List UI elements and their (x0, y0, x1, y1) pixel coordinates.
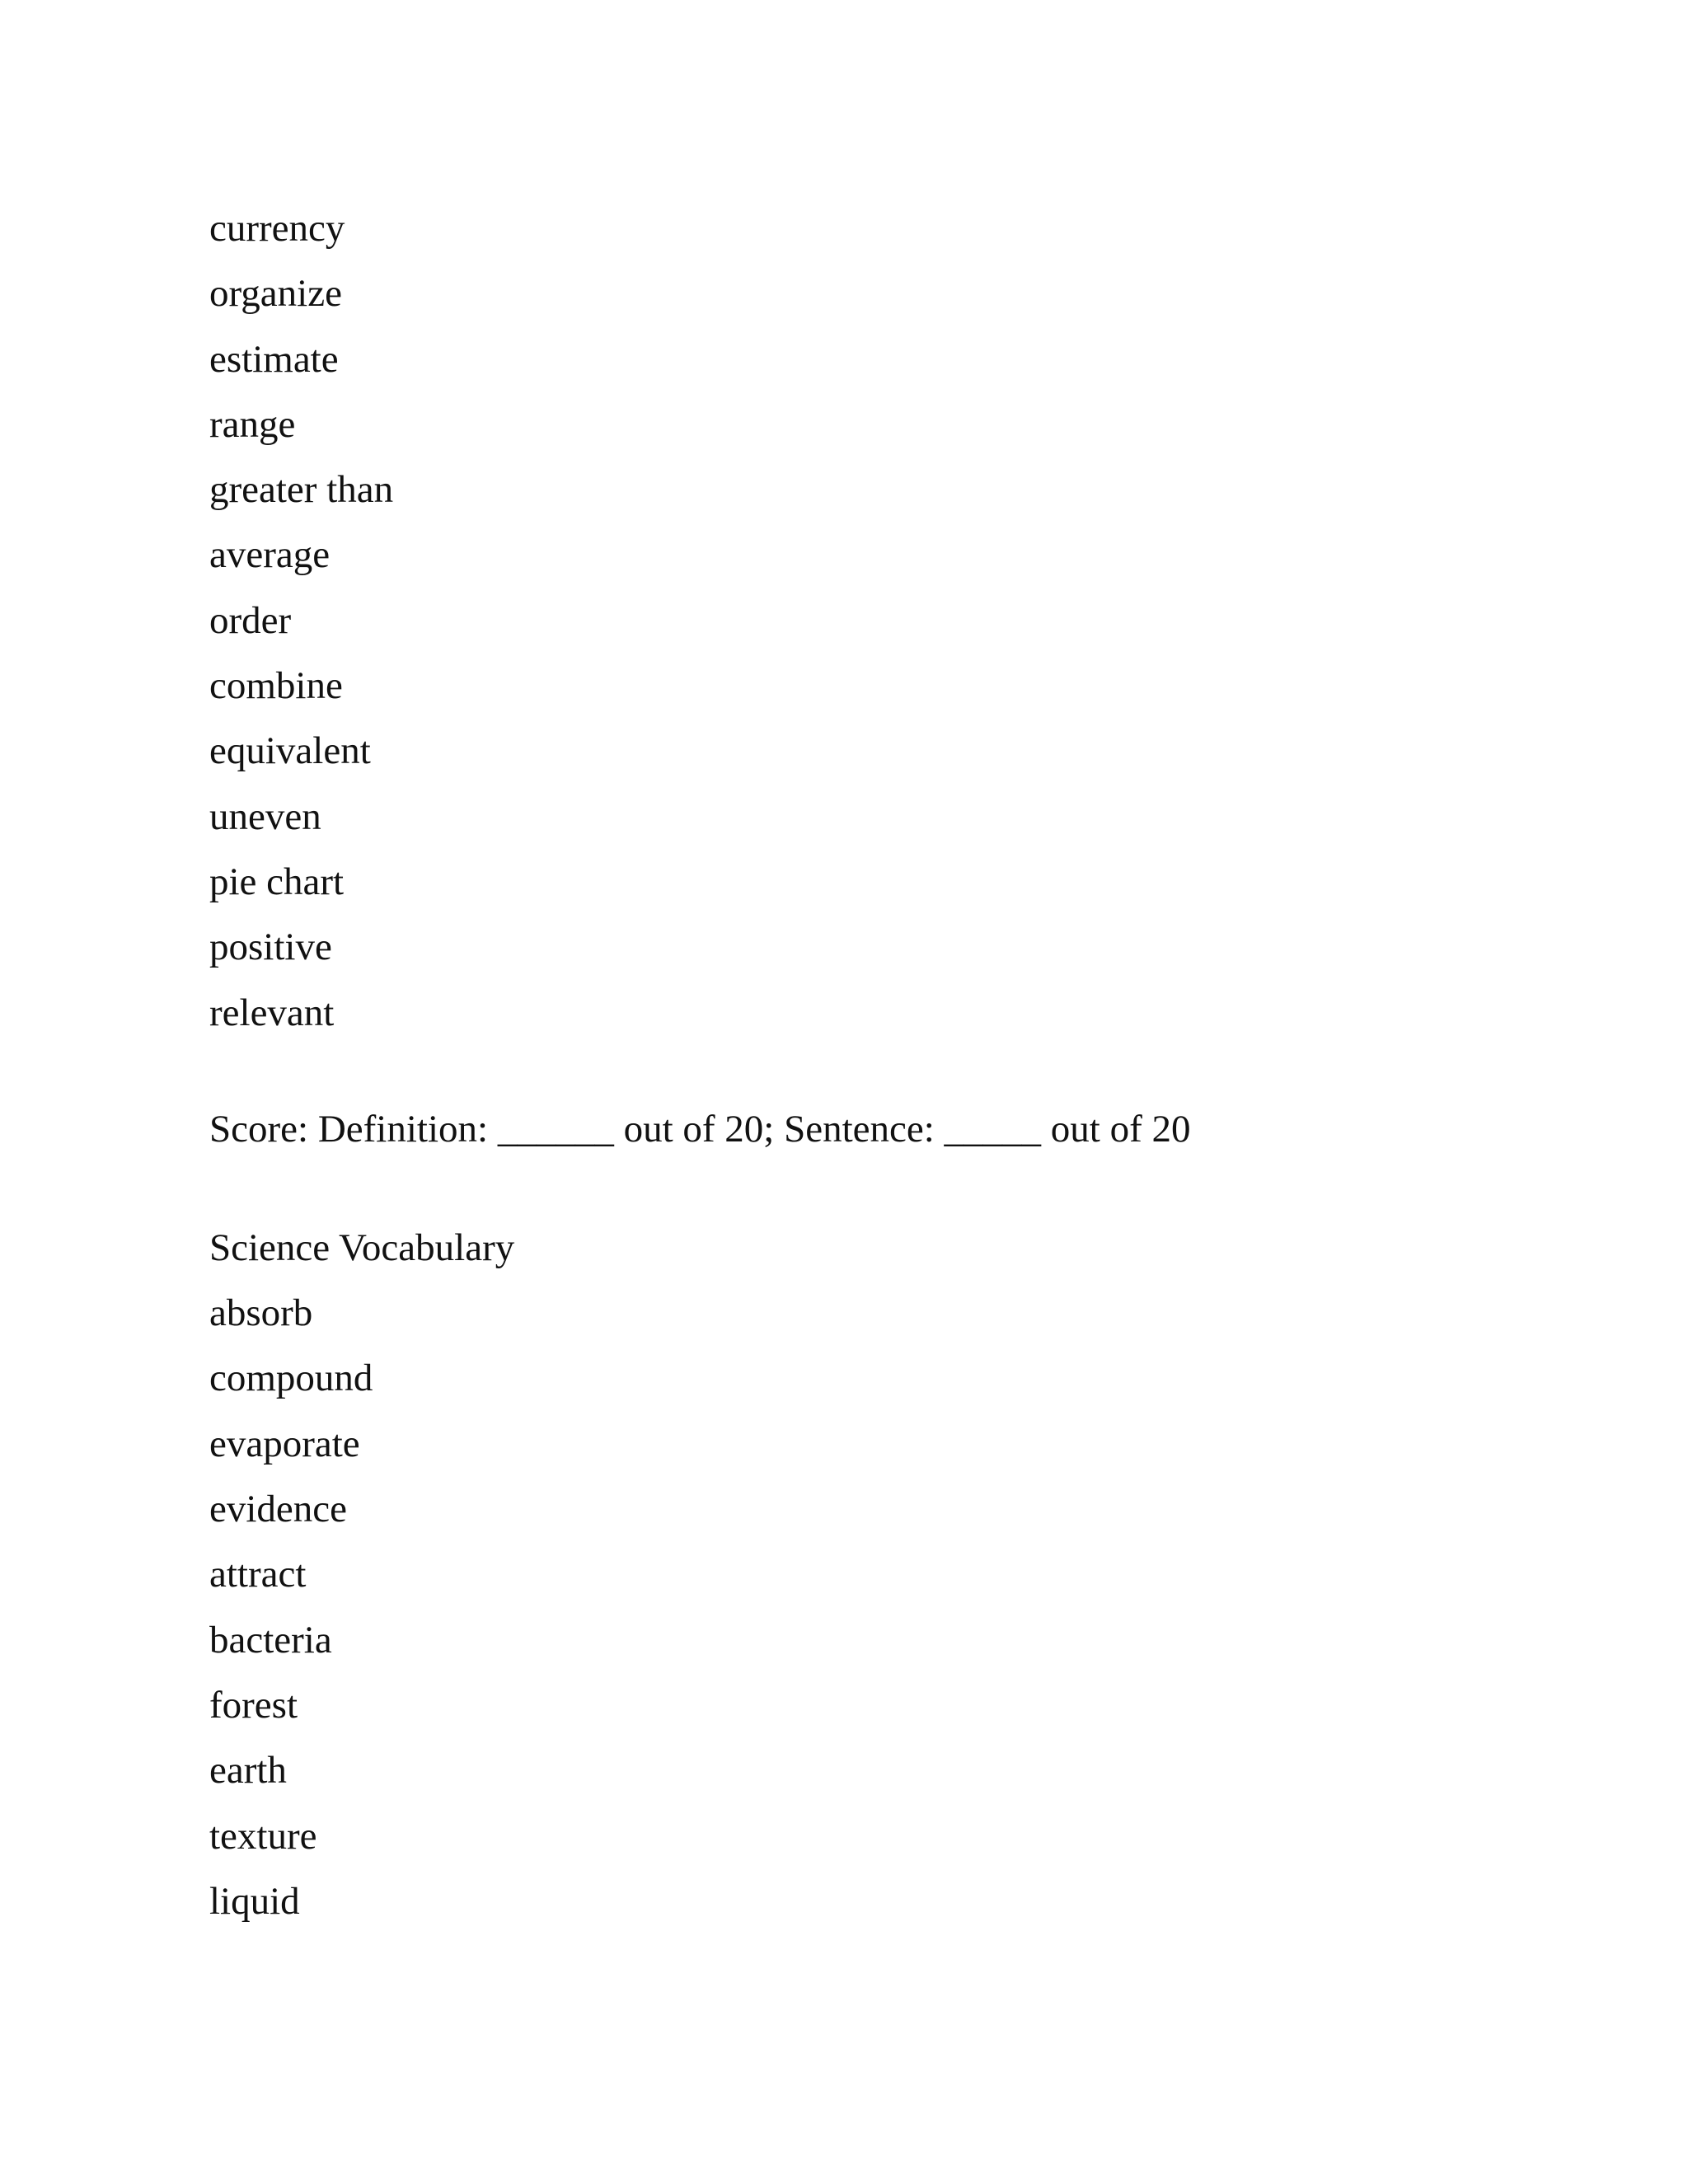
list-item: order (209, 598, 292, 642)
list-item: currency (209, 207, 345, 250)
list-item: liquid (209, 1879, 300, 1923)
list-item: organize (209, 272, 342, 316)
list-item: equivalent (209, 729, 371, 773)
list-item: combine (209, 664, 343, 708)
list-item: evaporate (209, 1422, 360, 1465)
list-item: compound (209, 1357, 373, 1400)
list-item: texture (209, 1814, 317, 1858)
section-heading: Science Vocabulary (209, 1226, 515, 1269)
list-item: estimate (209, 337, 339, 381)
list-item: pie chart (209, 860, 345, 903)
list-item: attract (209, 1553, 307, 1596)
science-word-list (209, 1281, 1561, 1934)
document-page (209, 196, 1561, 1934)
list-item: range (209, 402, 296, 446)
list-item: earth (209, 1749, 287, 1793)
list-item: positive (209, 926, 332, 969)
score-line: Score: Definition: ______ out of 20; Sentence: _____ out of 20 (209, 1107, 1191, 1151)
list-item: forest (209, 1683, 298, 1727)
list-item: bacteria (209, 1618, 332, 1661)
science-vocabulary-section (209, 1216, 1561, 1934)
list-item: relevant (209, 991, 335, 1034)
list-item: uneven (209, 794, 321, 838)
math-word-list (209, 196, 1561, 1046)
list-item: evidence (209, 1488, 348, 1531)
list-item: average (209, 533, 331, 577)
list-item: absorb (209, 1291, 313, 1335)
list-item: greater than (209, 468, 394, 512)
